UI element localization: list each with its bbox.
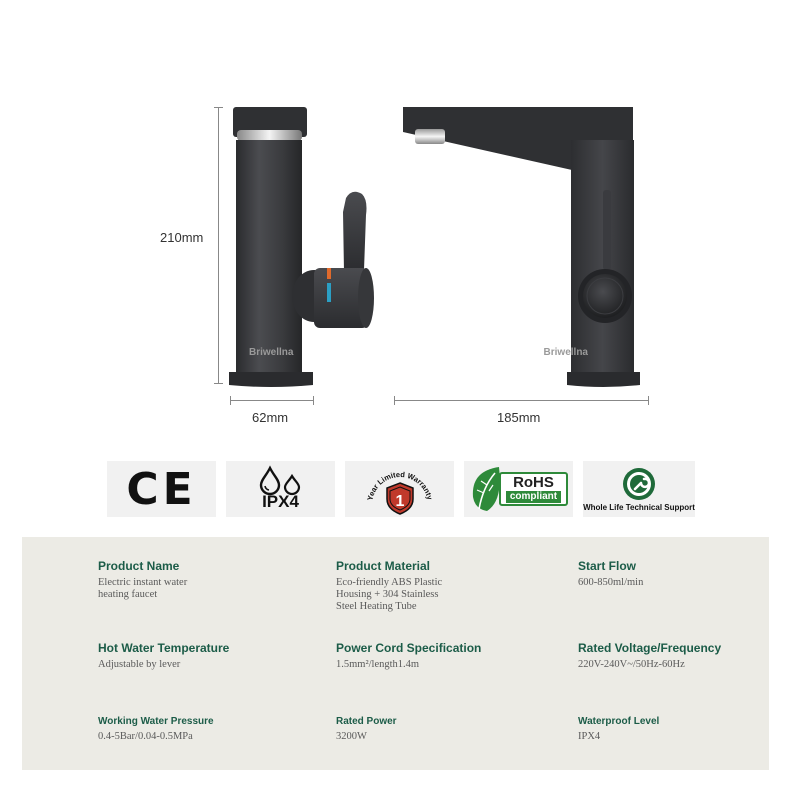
spec-value-rated-voltage: 220V-240V~/50Hz-60Hz bbox=[578, 659, 685, 670]
brand-logo-side: Briwellna bbox=[543, 347, 588, 358]
faucet-side-view bbox=[400, 95, 650, 395]
svg-text:1: 1 bbox=[395, 493, 404, 510]
spec-value-hot-water-temperature: Adjustable by lever bbox=[98, 659, 181, 670]
width-dimension-line bbox=[230, 400, 314, 401]
faucet-front-view bbox=[200, 95, 390, 395]
warranty-badge bbox=[345, 461, 454, 517]
wrench-icon bbox=[622, 467, 656, 501]
tech-support-badge: Whole Life Technical Support bbox=[583, 461, 695, 517]
spec-title-start-flow: Start Flow bbox=[578, 559, 637, 573]
spec-title-product-material: Product Material bbox=[336, 559, 431, 573]
spec-title-rated-power: Rated Power bbox=[336, 716, 397, 727]
spec-title-power-cord: Power Cord Specification bbox=[336, 641, 482, 655]
length-dimension-line bbox=[394, 400, 649, 401]
spec-title-working-water-pressure: Working Water Pressure bbox=[98, 716, 214, 727]
spec-title-rated-voltage: Rated Voltage/Frequency bbox=[578, 641, 722, 655]
spec-title-waterproof-level: Waterproof Level bbox=[578, 716, 660, 727]
ce-mark-icon: CE bbox=[126, 463, 197, 515]
spec-title-product-name: Product Name bbox=[98, 559, 180, 573]
spec-value-product-name: Electric instant water heating faucet bbox=[98, 577, 188, 600]
ipx4-badge: IPX4 bbox=[226, 461, 335, 517]
rohs-badge bbox=[464, 461, 573, 517]
specifications-panel bbox=[22, 537, 769, 770]
warranty-shield-icon bbox=[360, 461, 440, 517]
height-dimension-line bbox=[218, 107, 219, 383]
spec-title-hot-water-temperature: Hot Water Temperature bbox=[98, 641, 230, 655]
spec-value-waterproof-level: IPX4 bbox=[578, 731, 601, 742]
length-dimension-label: 185mm bbox=[497, 410, 541, 425]
water-drops-icon bbox=[256, 466, 306, 494]
spec-value-product-material: Eco-friendly ABS Plastic Housing + 304 Stainless Steel Heating Tube bbox=[336, 577, 443, 612]
spec-value-start-flow: 600-850ml/min bbox=[578, 577, 644, 588]
rohs-label-box: RoHS compliant bbox=[499, 472, 568, 506]
height-dimension-label: 210mm bbox=[160, 230, 204, 245]
spec-value-rated-power: 3200W bbox=[336, 731, 367, 742]
spec-value-working-water-pressure: 0.4-5Bar/0.04-0.5MPa bbox=[98, 731, 193, 742]
svg-text:Year Limited Warranty: Year Limited Warranty bbox=[364, 469, 434, 502]
brand-logo-front: Briwellna bbox=[249, 347, 294, 358]
spec-value-power-cord: 1.5mm²/length1.4m bbox=[336, 659, 420, 670]
width-dimension-label: 62mm bbox=[252, 410, 289, 425]
ce-badge bbox=[107, 461, 216, 517]
